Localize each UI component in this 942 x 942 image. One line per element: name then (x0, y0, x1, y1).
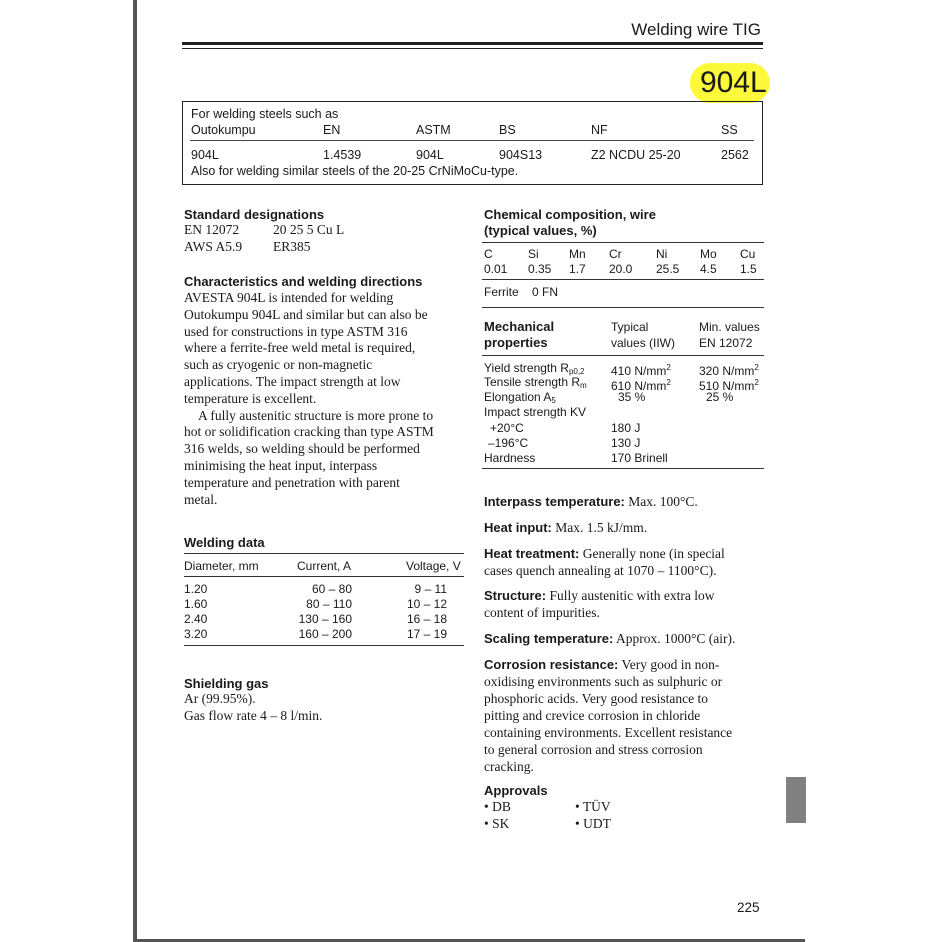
corrosion-line: phosphoric acids. Very good resistance to (484, 691, 708, 706)
chem-element: C (484, 247, 493, 261)
steels-value: 904S13 (499, 148, 543, 162)
welding-diameter: 1.20 (184, 582, 208, 596)
steels-col-header: EN (323, 123, 341, 137)
tensile-typical: 610 $N/mm^2$ (611, 378, 671, 393)
standard-heading: Standard designations (184, 207, 325, 222)
corrosion-line: to general corrosion and stress corrosion (484, 742, 703, 757)
chem-value: 1.5 (740, 262, 757, 276)
steels-value: 2562 (721, 148, 749, 162)
chem-bottom-rule (482, 279, 764, 280)
mech-bottom-rule (482, 468, 764, 469)
tensile-min: 510 $N/mm^2$ (699, 378, 759, 393)
approval-item: • DB (484, 799, 511, 814)
mech-col-typical: Typical (611, 320, 649, 334)
welding-diameter: 2.40 (184, 612, 208, 626)
tensile-label: Tensile strength $R_m$ (484, 375, 587, 390)
char-line: such as cryogenic or non-magnetic (184, 357, 373, 373)
chem-element: Mn (569, 247, 586, 261)
welding-table-top-rule (184, 553, 464, 554)
yield-label: Yield strength $R_{p0,2}$ (484, 361, 585, 376)
steels-note: Also for welding similar steels of the 20-25 CrNiMoCu-type. (191, 164, 519, 178)
approval-item: • TÜV (575, 799, 611, 814)
steels-value: 904L (416, 148, 444, 162)
welding-voltage: 10 – 12 (406, 597, 447, 611)
ferrite-value: Ferrite 0 FN (484, 285, 559, 299)
corrosion-line: pitting and crevice corrosion in chloride (484, 708, 701, 723)
steels-value: Z2 NCDU 25-20 (591, 148, 681, 162)
char-line: used for constructions in type ASTM 316 (184, 323, 408, 339)
structure-line: content of impurities. (484, 605, 600, 620)
char-line: hot or solidification cracking than type ASTM (184, 424, 434, 440)
welding-diameter: 3.20 (184, 627, 208, 641)
steels-value: 904L (191, 148, 219, 162)
approvals-heading: Approvals (484, 783, 548, 798)
heat-treatment-line: cases quench annealing at 1070 – 1100°C). (484, 563, 717, 578)
mechanical-heading-sub: properties (484, 335, 548, 350)
chem-element: Ni (656, 247, 668, 261)
char-line: Outokumpu 904L and similar but can also be (184, 306, 428, 322)
chem-element: Cr (609, 247, 622, 261)
mechanical-heading: Mechanical (484, 319, 555, 334)
corrosion-line: cracking. (484, 759, 534, 774)
hardness-label: Hardness (484, 451, 536, 465)
steels-col-header: SS (721, 123, 738, 137)
yield-typical: 410 $N/mm^2$ (611, 363, 671, 378)
steels-col-header: Outokumpu (191, 123, 256, 137)
chem-value: 0.01 (484, 262, 508, 276)
steels-intro: For welding steels such as (191, 107, 339, 121)
shielding-heading: Shielding gas (184, 676, 269, 691)
yield-min: 320 $N/mm^2$ (699, 363, 759, 378)
steels-col-header: NF (591, 123, 608, 137)
chem-value: 25.5 (656, 262, 680, 276)
standard-name: EN 12072 (184, 222, 240, 237)
chem-element: Cu (740, 247, 756, 261)
header-rule-thin (182, 48, 763, 49)
characteristics-heading: Characteristics and welding directions (184, 274, 423, 289)
heat-treatment: Heat treatment: Generally none (in special (484, 546, 725, 561)
interpass-temperature: Interpass temperature: Max. 100°C. (484, 494, 698, 509)
corrosion-line: containing environments. Excellent resistance (484, 725, 733, 740)
grade-title: 904L (700, 66, 767, 99)
approval-item: • UDT (575, 816, 611, 831)
elongation-typical: 35 % (618, 390, 646, 404)
char-line: minimising the heat input, interpass (184, 458, 378, 473)
steels-value: 1.4539 (323, 148, 362, 162)
elongation-label: Elongation $A_5$ (484, 390, 556, 405)
welding-current: 160 – 200 (298, 627, 352, 641)
welding-table-header-rule (184, 576, 464, 577)
impact-temp: +20°C (490, 421, 524, 435)
chem-top-rule (482, 242, 764, 243)
page-number: 225 (737, 900, 760, 915)
welding-col-header: Voltage, V (406, 559, 461, 573)
welding-voltage: 9 – 11 (414, 582, 447, 596)
shielding-line: Gas flow rate 4 – 8 l/min. (184, 708, 323, 723)
header-rule (182, 42, 763, 45)
chem-element: Mo (700, 247, 717, 261)
steels-header-rule (190, 140, 754, 141)
impact-label: Impact strength KV (484, 405, 587, 419)
standard-value: 20 25 5 Cu L (273, 222, 345, 237)
chem-value: 1.7 (569, 262, 586, 276)
welding-col-header: Current, A (297, 559, 352, 573)
page-left-border (133, 0, 137, 942)
mech-col-typical-sub: values (IIW) (611, 336, 676, 350)
steels-col-header: ASTM (416, 123, 451, 137)
mech-col-min-sub: EN 12072 (699, 336, 753, 350)
welding-col-header: Diameter, mm (184, 559, 259, 573)
corrosion-line: oxidising environments such as sulphuric or (484, 674, 723, 689)
approval-item: • SK (484, 816, 510, 831)
mech-top-rule (482, 307, 764, 308)
welding-voltage: 17 – 19 (406, 627, 447, 641)
char-line: A fully austenitic structure is more prone to (198, 407, 434, 423)
char-line: 316 welds, so welding should be performed (184, 441, 420, 457)
structure: Structure: Fully austenitic with extra low (484, 588, 715, 603)
chem-value: 0.35 (528, 262, 552, 276)
char-line: applications. The impact strength at low (184, 374, 401, 389)
welding-current: 60 – 80 (311, 582, 352, 596)
scaling-temperature: Scaling temperature: Approx. 1000°C (air). (484, 631, 736, 646)
chemical-heading: Chemical composition, wire (484, 207, 656, 222)
welding-data-heading: Welding data (184, 535, 265, 550)
welding-current: 80 – 110 (306, 597, 352, 611)
section-tab-marker (786, 777, 806, 823)
chem-value: 20.0 (609, 262, 633, 276)
char-line: temperature and penetration with parent (184, 474, 400, 490)
chem-value: 4.5 (700, 262, 717, 276)
page-header-title: Welding wire TIG (631, 20, 761, 39)
chemical-heading-sub: (typical values, %) (484, 223, 597, 238)
char-line: where a ferrite-free weld metal is required, (184, 340, 416, 356)
welding-table-bottom-rule (184, 645, 464, 646)
mech-col-min: Min. values (699, 320, 760, 334)
shielding-line: Ar (99.95%). (184, 691, 256, 706)
impact-temp: –196°C (488, 436, 529, 450)
standard-value: ER385 (273, 239, 311, 254)
steels-col-header: BS (499, 123, 516, 137)
char-line: metal. (184, 491, 218, 507)
mech-header-rule (482, 355, 764, 356)
hardness-value: 170 Brinell (611, 451, 668, 465)
corrosion-resistance: Corrosion resistance: Very good in non- (484, 657, 720, 672)
chem-element: Si (528, 247, 539, 261)
impact-value: 130 J (611, 436, 641, 450)
char-line: AVESTA 904L is intended for welding (184, 290, 394, 305)
standard-name: AWS A5.9 (184, 239, 243, 254)
elongation-min: 25 % (706, 390, 734, 404)
char-line: temperature is excellent. (184, 390, 317, 406)
welding-voltage: 16 – 18 (406, 612, 447, 626)
heat-input: Heat input: Max. 1.5 kJ/mm. (484, 520, 648, 535)
welding-diameter: 1.60 (184, 597, 208, 611)
impact-value: 180 J (611, 421, 641, 435)
welding-current: 130 – 160 (298, 612, 352, 626)
